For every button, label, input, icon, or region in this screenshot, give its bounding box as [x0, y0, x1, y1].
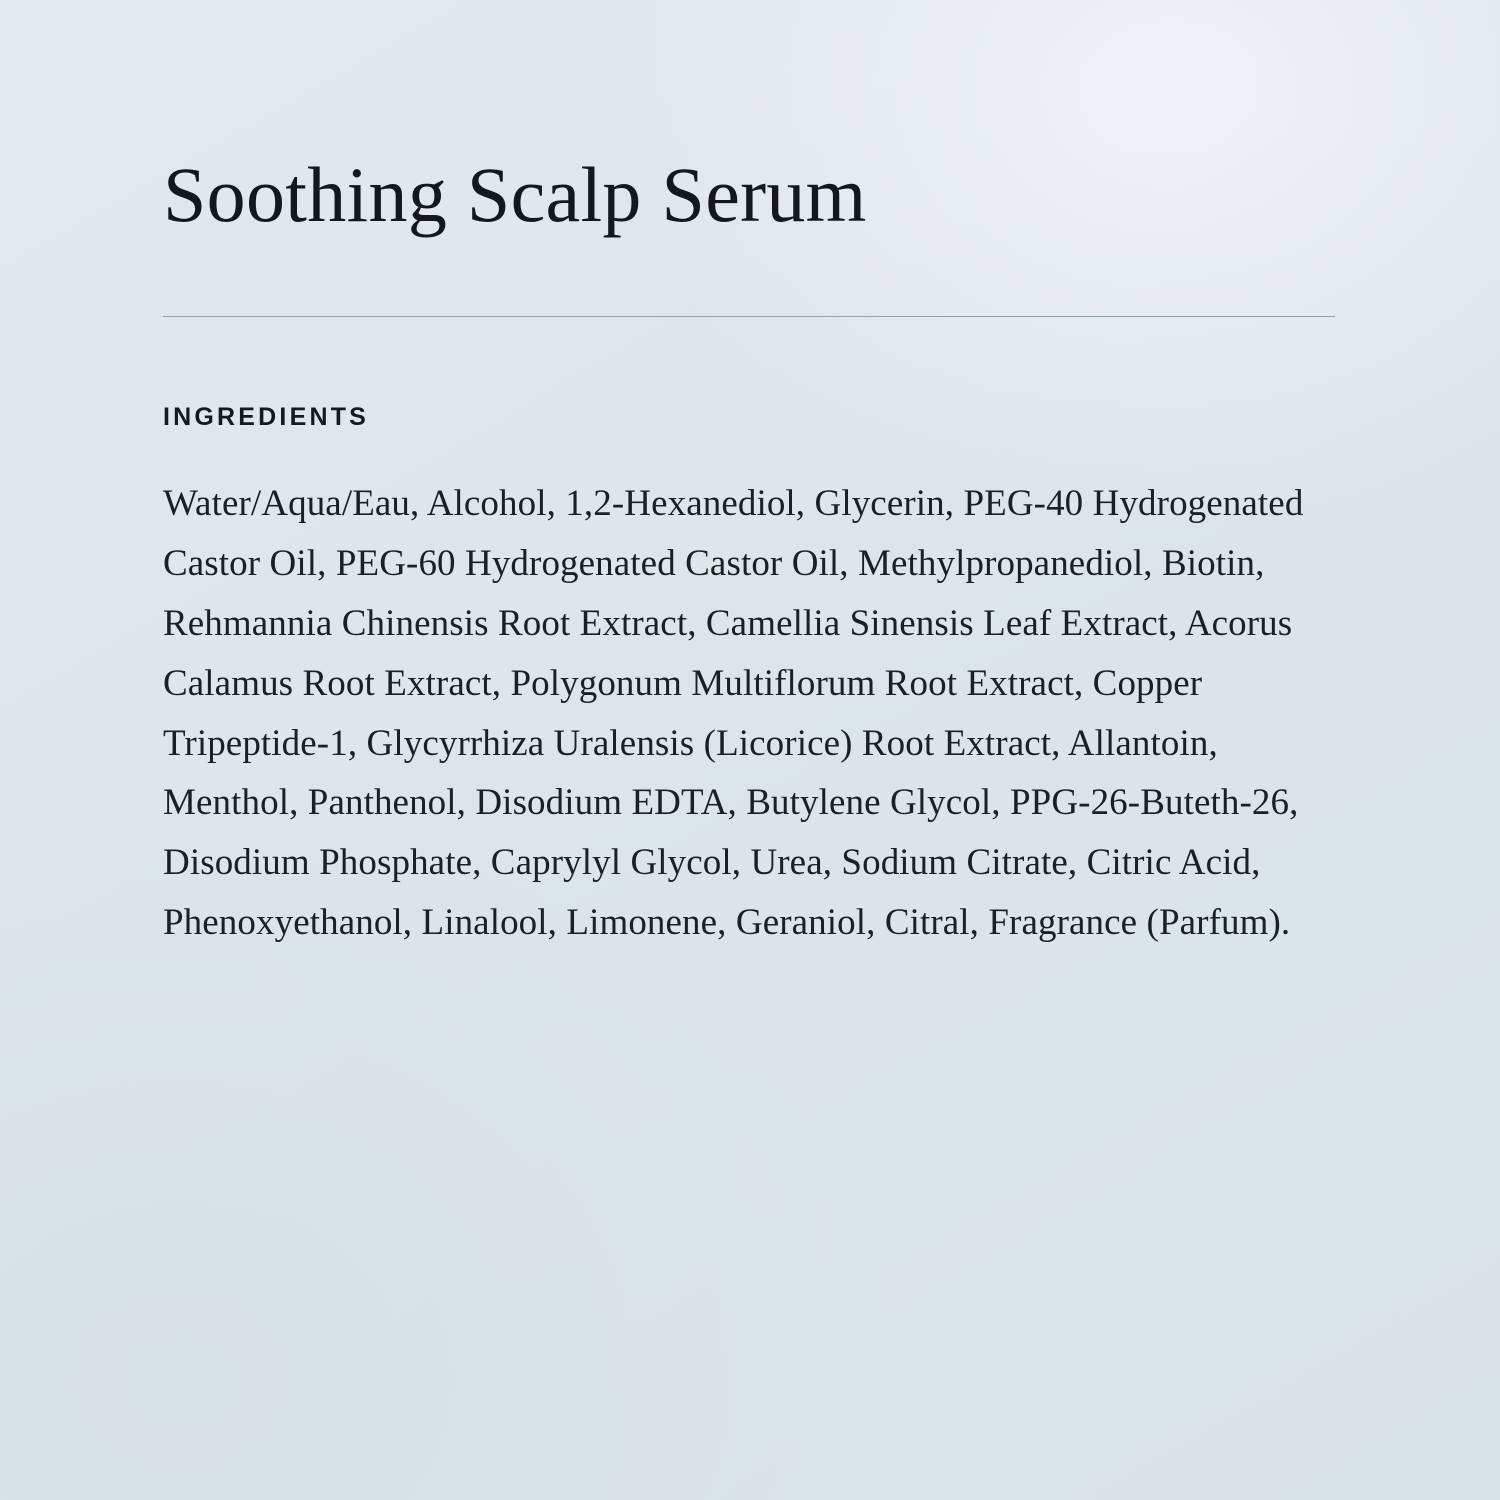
- page-title: Soothing Scalp Serum: [163, 151, 867, 238]
- ingredients-list-text: Water/Aqua/Eau, Alcohol, 1,2-Hexanediol, Glycerin, PEG-40 Hydrogenated Castor Oil, PEG-60 Hydrogenated Castor Oil, Methylpropanediol, Biotin, Rehmannia Chinensis Root Extract, Camellia Sinensis Leaf Extract, Acorus Calamus Root Extract, Polygonum Multiflorum Root Extract, Copper Tripeptide-1, Glycyrrhiza Uralensis (Licorice) Root Extract, Allantoin, Menthol, Panthenol, Disodium EDTA, Butylene Glycol, PPG-26-Buteth-26, Disodium Phosphate, Caprylyl Glycol, Urea, Sodium Citrate, Citric Acid, Phenoxyethanol, Linalool, Limonene, Geraniol, Citral, Fragrance (Parfum).: [163, 482, 1304, 944]
- ingredients-section-label: INGREDIENTS: [163, 402, 370, 431]
- content-column: [163, 0, 1335, 990]
- title-divider: [163, 316, 1335, 317]
